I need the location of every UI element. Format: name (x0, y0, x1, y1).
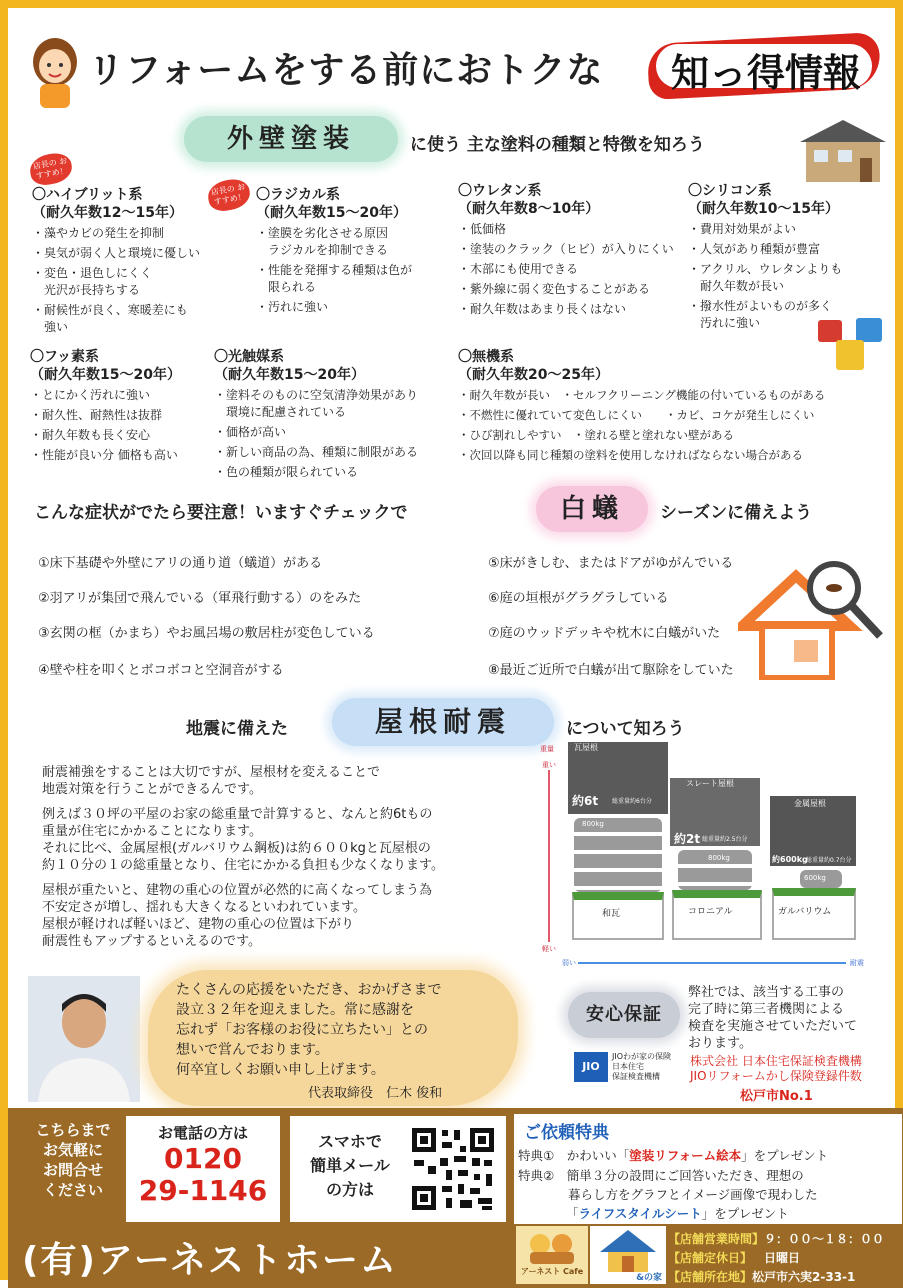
paint-item: ・撥水性がよいものが多く (688, 299, 833, 313)
title-highlight (648, 32, 884, 98)
house-type-label: コロニアル (688, 907, 733, 917)
benefit-2-post: 」をプレゼント (701, 1206, 789, 1221)
address-value: 松戸市六実2-33-1 (752, 1270, 856, 1284)
roof-weight-note: 総重量約2.5台分 (702, 836, 748, 843)
house-logo (590, 1226, 666, 1284)
guarantee-red-line: 株式会社 日本住宅保証検査機構 (690, 1054, 862, 1068)
termite-item: ④壁や柱を叩くとボコボコと空洞音がする (38, 663, 284, 678)
message-line: 何卒宜しくお願い申し上げます。 (176, 1062, 385, 1078)
benefit-2-line: 暮らし方をグラフとイメージ画像で現わした (518, 1187, 818, 1202)
roof-line: 屋根が重たいと、建物の重心の位置が必然的に高くなってしまう為 (42, 883, 433, 898)
jio-logo: JIO (574, 1052, 608, 1082)
guarantee-text (688, 984, 857, 1052)
paint-years: （耐久年数15～20年） (30, 367, 181, 383)
paint-item: ・耐久性、耐熱性は抜群 (30, 408, 163, 422)
paint-item: ・不燃性に優れていて変色しにくい ・カビ、コケが発生しにくい (458, 408, 815, 422)
termite-item: ③玄関の框（かまち）やお風呂場の敷居柱が変色している (38, 626, 375, 641)
paint-years: （耐久年数15～20年） (214, 367, 365, 383)
roof-line: 不安定さが増し、揺れも大きくなるといわれています。 (42, 900, 366, 915)
jio-text-line: JIOわが家の保険 (612, 1052, 672, 1061)
roof-line: 例えば３０坪の平屋のお家の総重量で計算すると、なんと約6tもの (42, 807, 433, 822)
paint-item: ・低価格 (458, 222, 507, 236)
paint-item: 環境に配慮されている (214, 405, 347, 419)
paint-bubble: 外壁塗装 (184, 116, 398, 162)
store-info (668, 1230, 884, 1287)
paint-years: （耐久年数12～15年） (32, 205, 183, 221)
paint-item: ・塗膜を劣化させる原因 (256, 226, 389, 240)
paint-item: ・藻やカビの発生を抑制 (32, 226, 165, 240)
roof-weight-label: 約6t (572, 794, 599, 808)
paint-item: ・臭気が弱く人と環境に優しい (32, 246, 201, 260)
benefit-1 (518, 1146, 828, 1164)
phone-number-2[interactable]: 29-1146 (138, 1174, 268, 1207)
company-name: (有)アーネストホーム (22, 1240, 399, 1281)
paint-col-hybrid (32, 186, 232, 336)
paint-item: ・木部にも使用できる (458, 262, 579, 276)
paint-item: 限られる (256, 280, 317, 294)
axis-weak-label: 弱い (562, 959, 576, 967)
page-title: リフォームをする前におトクな (88, 50, 604, 91)
termite-item: ⑥庭の垣根がグラグラしている (488, 591, 669, 606)
guarantee-bubble: 安心保証 (568, 992, 680, 1038)
termite-item: ⑤床がきしむ、またはドアがゆがんでいる (488, 556, 734, 571)
paint-item: 光沢が長持ちする (32, 283, 141, 297)
mail-label-line: スマホで (318, 1132, 382, 1151)
paint-name: 〇シリコン系 (688, 183, 772, 199)
roof-weight-diagram (538, 740, 868, 970)
paint-name: 〇ハイブリット系 (32, 187, 143, 203)
paint-item: ・耐候性が良く、寒暖差にも (32, 303, 188, 317)
mail-label-line: の方は (325, 1180, 374, 1199)
paint-subtitle: に使う 主な塗料の種類と特徴を知ろう (410, 135, 705, 155)
roof-line: 約１０分の１の総重量となり、住宅にかかる負担も少なくなります。 (42, 858, 444, 873)
termite-bubble: 白蟻 (536, 486, 648, 532)
car-weight-label: 800kg (708, 854, 730, 862)
paint-item: ・ひび割れしやすい ・塗れる壁と塗れない壁がある (458, 428, 734, 442)
mail-label (300, 1130, 400, 1202)
axis-heavy-label: 重い (542, 761, 556, 769)
cafe-label: アーネスト Cafe (520, 1267, 584, 1276)
title-highlight-text: 知っ得情報 (670, 51, 861, 95)
qr-code-icon[interactable] (410, 1126, 496, 1212)
guarantee-line: 完了時に第三者機関による (688, 1002, 845, 1017)
house-logo-label: &の家 (636, 1273, 662, 1283)
roof-weight-label: 約2t (674, 832, 701, 846)
roof-bubble: 屋根耐震 (332, 698, 554, 746)
paint-item: 強い (32, 320, 69, 334)
roof-weight-label: 約600kg (772, 855, 808, 864)
paint-col-fluorine (30, 348, 220, 464)
roof-type-label: スレート屋根 (686, 779, 734, 788)
contact-prompt (26, 1120, 120, 1200)
roof-line: 屋根が軽ければ軽いほど、建物の重心の位置は下がり (42, 917, 355, 932)
car-weight-label: 600kg (804, 874, 826, 882)
quake-axis (578, 962, 846, 964)
contact-prompt-line: ください (42, 1181, 103, 1199)
roof-lead: 地震に備えた (186, 719, 288, 739)
paint-col-radical (256, 186, 456, 316)
address-label: 【店舗所在地】 (668, 1270, 753, 1284)
paint-name: 〇光触媒系 (214, 349, 284, 365)
paint-col-photocatalyst (214, 348, 454, 481)
guarantee-line: 弊社では、該当する工事の (688, 985, 845, 1000)
paint-item: ・塗料そのものに空気清浄効果があり (214, 388, 419, 402)
termite-house-magnifier-icon (738, 556, 888, 680)
weight-axis (548, 770, 550, 942)
paint-item: ・変色・退色しにくく (32, 266, 153, 280)
message-line: たくさんの応援をいただき、おかげさまで (176, 982, 442, 998)
benefit-title: ご依頼特典 (524, 1123, 609, 1143)
contact-prompt-line: こちらまで (35, 1121, 111, 1139)
cafe-cup-icon (516, 1226, 588, 1266)
contact-prompt-line: お気軽に (42, 1141, 103, 1159)
paint-item: ・性能を発揮する種類は色が (256, 263, 413, 277)
phone-number-1[interactable]: 0120 (164, 1142, 242, 1175)
benefit-2 (518, 1166, 818, 1223)
hours-label: 【店舗営業時間】 (668, 1232, 765, 1246)
termite-tail: シーズンに備えよう (660, 503, 813, 523)
house-type-label: 和瓦 (602, 909, 621, 919)
paint-item: 耐久年数が長い (688, 279, 785, 293)
roof-type-label: 瓦屋根 (574, 743, 598, 752)
message-text (176, 980, 441, 1080)
paint-item: ・次回以降も同じ種類の塗料を使用しなければならない場合がある (458, 448, 803, 462)
paint-item: ・とにかく汚れに強い (30, 388, 151, 402)
termite-lead: こんな症状がでたら要注意！いますぐチェックで (34, 503, 408, 523)
roof-line: それに比べ、金属屋根(ガルバリウム鋼板)は約６００kgと瓦屋根の (42, 841, 431, 856)
recommend-badge-2: 店長の おすすめ！ (206, 177, 253, 214)
mail-label-line: 簡単メール (310, 1156, 390, 1175)
termite-item: ②羽アリが集団で飛んでいる（軍飛行動する）のをみた (38, 591, 362, 606)
signature: 代表取締役 仁木 俊和 (308, 1086, 443, 1101)
axis-weight-label: 重量 (540, 745, 554, 753)
roof-type-label: 金属屋根 (794, 799, 826, 808)
paint-col-inorganic (458, 348, 898, 464)
paint-name: 〇ラジカル系 (256, 187, 340, 203)
contact-prompt-line: お問合せ (42, 1161, 103, 1179)
paint-item: ラジカルを抑制できる (256, 243, 389, 257)
roof-weight-note: 総重量約0.7台分 (806, 857, 852, 864)
benefit-2-highlight: ライフスタイルシート (578, 1206, 702, 1221)
guarantee-line: おります。 (688, 1036, 752, 1051)
benefit-box (514, 1114, 902, 1224)
roof-line: 地震対策を行うことができるんです。 (42, 782, 262, 797)
paint-item: ・人気があり種類が豊富 (688, 242, 821, 256)
axis-light-label: 軽い (542, 945, 556, 953)
roof-line: 重量が住宅にかかることになります。 (42, 824, 262, 839)
paint-item: ・耐久年数が長い ・セルフクリーニング機能の付いているものがある (458, 388, 826, 402)
rank-label: 松戸市No.1 (740, 1089, 813, 1104)
guarantee-line: 検査を実施させていただいて (688, 1019, 858, 1034)
message-line: 想いで営んでおります。 (176, 1042, 329, 1058)
paint-item: ・新しい商品の為、種類に制限がある (214, 445, 419, 459)
paint-item: 汚れに強い (688, 316, 761, 330)
jio-text-line: 保証検査機構 (612, 1072, 660, 1081)
staff-avatar-icon (26, 36, 84, 108)
paint-item: ・アクリル、ウレタンよりも (688, 262, 843, 276)
holiday-value: 日曜日 (764, 1251, 801, 1265)
benefit-2-pre: 「 (566, 1206, 579, 1221)
phone-label: お電話の方は (157, 1124, 248, 1142)
axis-quake-label: 耐震 (850, 959, 864, 967)
roof-tail: について知ろう (566, 719, 685, 739)
guarantee-red-text (690, 1054, 862, 1084)
paint-years: （耐久年数15～20年） (256, 205, 407, 221)
president-photo (28, 976, 140, 1102)
roof-weight-note: 総重量約6台分 (612, 798, 652, 805)
paint-col-urethane (458, 182, 688, 318)
roof-line: 耐震補強をすることは大切ですが、屋根材を変えることで (42, 765, 381, 780)
paint-item: ・汚れに強い (256, 300, 329, 314)
car-weight-label: 800kg (582, 820, 604, 828)
message-line: 忘れず「お客様のお役に立ちたい」との (176, 1022, 428, 1038)
message-line: 設立３２年を迎えました。常に感謝を (176, 1002, 414, 1018)
benefit-2-line: 特典② 簡単３分の設問にご回答いただき、理想の (518, 1168, 804, 1183)
benefit-1-highlight: 塗装リフォーム絵本 (629, 1148, 742, 1163)
jio-text-line: 日本住宅 (612, 1062, 644, 1071)
jio-logo-text (612, 1052, 671, 1082)
hours-value: ９：００～１８：００ (764, 1232, 885, 1246)
paint-years: （耐久年数20～25年） (458, 367, 609, 383)
house-logo-icon (590, 1226, 666, 1272)
guarantee-red-line: JIOリフォームかし保険登録件数 (690, 1069, 862, 1083)
benefit-1-pre: 特典① かわいい「 (518, 1148, 630, 1163)
roof-line: 耐震性もアップするといえるのです。 (42, 934, 262, 949)
paint-item: ・耐久年数はあまり長くはない (458, 302, 627, 316)
paint-years: （耐久年数10～15年） (688, 201, 839, 217)
paint-item: ・耐久年数も長く安心 (30, 428, 151, 442)
car-stack (574, 818, 662, 892)
recommend-badge-1: 店長の おすすめ！ (28, 151, 75, 188)
paint-item: ・費用対効果がよい (688, 222, 797, 236)
house-icon (796, 118, 890, 184)
paint-item: ・色の種類が限られている (214, 465, 359, 479)
phone-box[interactable] (126, 1116, 280, 1222)
paint-years: （耐久年数8～10年） (458, 201, 600, 217)
termite-item: ①床下基礎や外壁にアリの通り道（蟻道）がある (38, 556, 323, 571)
holiday-label: 【店舗定休日】 (668, 1251, 753, 1265)
paint-col-silicone (688, 182, 888, 332)
termite-item: ⑦庭のウッドデッキや枕木に白蟻がいた (488, 626, 721, 641)
termite-item: ⑧最近ご近所で白蟻が出て駆除をしていた (488, 663, 734, 678)
paint-name: 〇無機系 (458, 349, 514, 365)
paint-item: ・塗装のクラック（ヒビ）が入りにくい (458, 242, 674, 256)
paint-name: 〇ウレタン系 (458, 183, 542, 199)
roof-text (42, 764, 444, 950)
benefit-1-post: 」をプレゼント (741, 1148, 829, 1163)
paint-name: 〇フッ素系 (30, 349, 100, 365)
house-type-label: ガルバリウム (778, 907, 832, 917)
paint-item: ・価格が高い (214, 425, 287, 439)
cafe-logo (516, 1226, 588, 1284)
paint-item: ・紫外線に弱く変色することがある (458, 282, 651, 296)
mail-box[interactable] (290, 1116, 506, 1222)
paint-item: ・性能が良い分 価格も高い (30, 448, 178, 462)
person-icon (28, 976, 140, 1102)
